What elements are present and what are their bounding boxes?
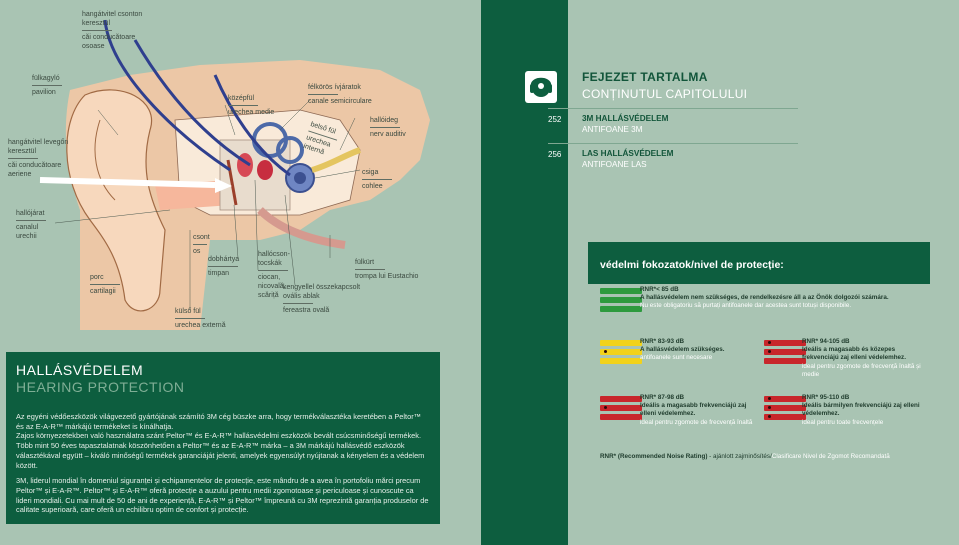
- footnote-ro: Clasificare Nivel de Zgomot Recomandată: [771, 453, 890, 460]
- label-oval-window: kengyellel összekapcsolt ovális ablak fereastra ovală: [283, 284, 361, 314]
- rnr-level-4-ro: ideal pentru zgomote de frecvență înaltă: [640, 418, 753, 426]
- hearing-protection-box: [6, 352, 440, 524]
- rnr-level-2-text: [640, 338, 724, 363]
- footnote-hu: - ajánlott zajminősítés/: [707, 453, 772, 460]
- hp-paragraph-2: Zajos környezetekben való használatra szánt Peltor™ és E-A-R™ hallásvédelmi eszközök bevált csúcsminőségű termékek. Több mint 50 éves tapasztalatnak köszönhetően a Peltor™ és az E-A-R™ márka – a 3M márkájú hallásvédő eszközök választékával együtt – kiváló minőségű termékek garanciáját jelenti, amelyek egyensúlyt nyújtanak a kényelem és a védelem között.: [16, 431, 425, 470]
- rnr-level-2-hu: A hallásvédelem szükséges.: [640, 346, 725, 354]
- toc-divider: [548, 108, 798, 109]
- rnr-level-2-value: RNR* 83-93 dB: [640, 338, 685, 345]
- protection-level-title: védelmi fokozatok/nivel de protecție:: [600, 259, 784, 271]
- toc-item-title[interactable]: 3M HALLÁSVÉDELEM: [582, 114, 669, 123]
- label-bone-conduction: hangátvitel csonton keresztül căi conducătoare osoase: [82, 11, 143, 50]
- ear-anatomy-diagram: [0, 0, 481, 340]
- label-middle-ear: középfül urechea medie: [228, 95, 275, 116]
- toc-item-subtitle: ANTIFOANE 3M: [582, 125, 643, 134]
- rnr-level-3-value: RNR* 94-105 dB: [802, 338, 850, 345]
- toc-item-subtitle: ANTIFOANE LAS: [582, 160, 647, 169]
- rnr-level-5-ro: ideal pentru toate frecvențele: [802, 418, 884, 426]
- label-inner-ear: belső fül urechea internă: [302, 120, 337, 157]
- label-auricle: fülkagyló pavilion: [32, 74, 62, 97]
- toc-title: FEJEZET TARTALMA: [582, 70, 708, 84]
- label-eustachian: fülkürt trompa lui Eustachio: [355, 259, 419, 280]
- footnote-bold: RNR* (Recommended Noise Rating): [600, 453, 708, 460]
- rnr-level-1-value: RNR*< 85 dB: [640, 286, 679, 293]
- rnr-red3-icon: [764, 396, 806, 420]
- label-cochlea: csiga cohlee: [362, 168, 392, 191]
- rnr-footnote: [600, 453, 890, 460]
- hp-paragraph-1: Az egyéni védőeszközök világvezető gyártójának számító 3M cég büszke arra, hogy termékválasztéka keretében a Peltor™ és az E-A-R™ márkájú termékeket is kínálhatja.: [16, 412, 422, 431]
- rnr-red2-icon: [764, 340, 806, 364]
- rnr-level-5-value: RNR* 95-110 dB: [802, 394, 850, 401]
- hearing-protection-subtitle: HEARING PROTECTION: [16, 379, 185, 395]
- toc-subtitle: CONȚINUTUL CAPITOLULUI: [582, 87, 748, 101]
- label-ossicles: hallócson-tocskák ciocan, nicovală, scăriță: [258, 251, 290, 299]
- toc-item-page: 252: [548, 115, 562, 124]
- toc-item-title[interactable]: LAS HALLÁSVÉDELEM: [582, 149, 674, 158]
- rnr-red1-icon: [600, 396, 642, 420]
- label-outer-ear: külső fül urechea externă: [175, 308, 226, 329]
- label-auditory-nerve: hallóideg nerv auditiv: [370, 117, 406, 138]
- label-cartilage: porc cartilagii: [90, 273, 120, 296]
- hp-paragraph-3: 3M, liderul mondial în domeniul siguranței și echipamentelor de protecție, este mândru de a avea în portofoliu mărci precum Peltor™ și E-A-R™. Peltor™ și E-A-R™ oferă protecție a auzului pentru medii zgomotoase și periculoase și cunoscute ca lideri mondiali. Cu mai mult de 50 de ani de experiență, E-A-R™ și Peltor™ împreună cu 3M reprezintă garanția produselor de calitate superioară, care oferă un echilibru optim de confort și protecție.: [16, 476, 429, 515]
- rnr-level-1-text: [640, 286, 889, 311]
- hearing-protection-text: [16, 412, 430, 515]
- label-eardrum: dobhártya timpan: [208, 256, 240, 277]
- rnr-yellow-icon: [600, 340, 642, 364]
- toc-divider: [548, 143, 798, 144]
- rnr-level-3-ro: ideal pentru zgomote de frecvență înaltă și medie: [802, 362, 921, 378]
- rnr-level-5-text: [802, 394, 922, 427]
- rnr-green-icon: [600, 288, 642, 312]
- label-ear-canal: hallójárat canalul urechii: [16, 210, 45, 240]
- rnr-level-1-hu: A hallásvédelem nem szükséges, de rendelkezésre áll a az Önök dolgozói számára.: [640, 294, 889, 302]
- rnr-level-4-text: [640, 394, 755, 427]
- rnr-level-3-hu: Ideális a magasabb és közepes frekvenciájú zaj elleni védelemhez.: [802, 346, 906, 362]
- label-bone: csont os: [193, 234, 210, 255]
- ear-protection-icon: [525, 71, 557, 103]
- hearing-protection-title: HALLÁSVÉDELEM: [16, 362, 144, 378]
- rnr-level-5-hu: Ideális bármilyen frekvenciájú zaj elleni védelemhez.: [802, 402, 920, 418]
- rnr-level-3-text: [802, 338, 932, 379]
- label-semicircular: félkörös ívjáratok canale semicirculare: [308, 84, 372, 105]
- rnr-level-4-value: RNR* 87-98 dB: [640, 394, 685, 401]
- rnr-level-2-ro: antifoanele sunt necesare: [640, 354, 713, 362]
- rnr-level-4-hu: Ideális a magasabb frekvenciájú zaj elleni védelemhez.: [640, 402, 747, 418]
- label-air-conduction: hangátvitel levegőn keresztül căi conducătoare aeriene: [8, 139, 69, 178]
- rnr-level-1-ro: Nu este obligatoriu să purtați antifoanele dar acestea sunt totuși disponibile.: [640, 302, 852, 310]
- toc-item-page: 256: [548, 150, 562, 159]
